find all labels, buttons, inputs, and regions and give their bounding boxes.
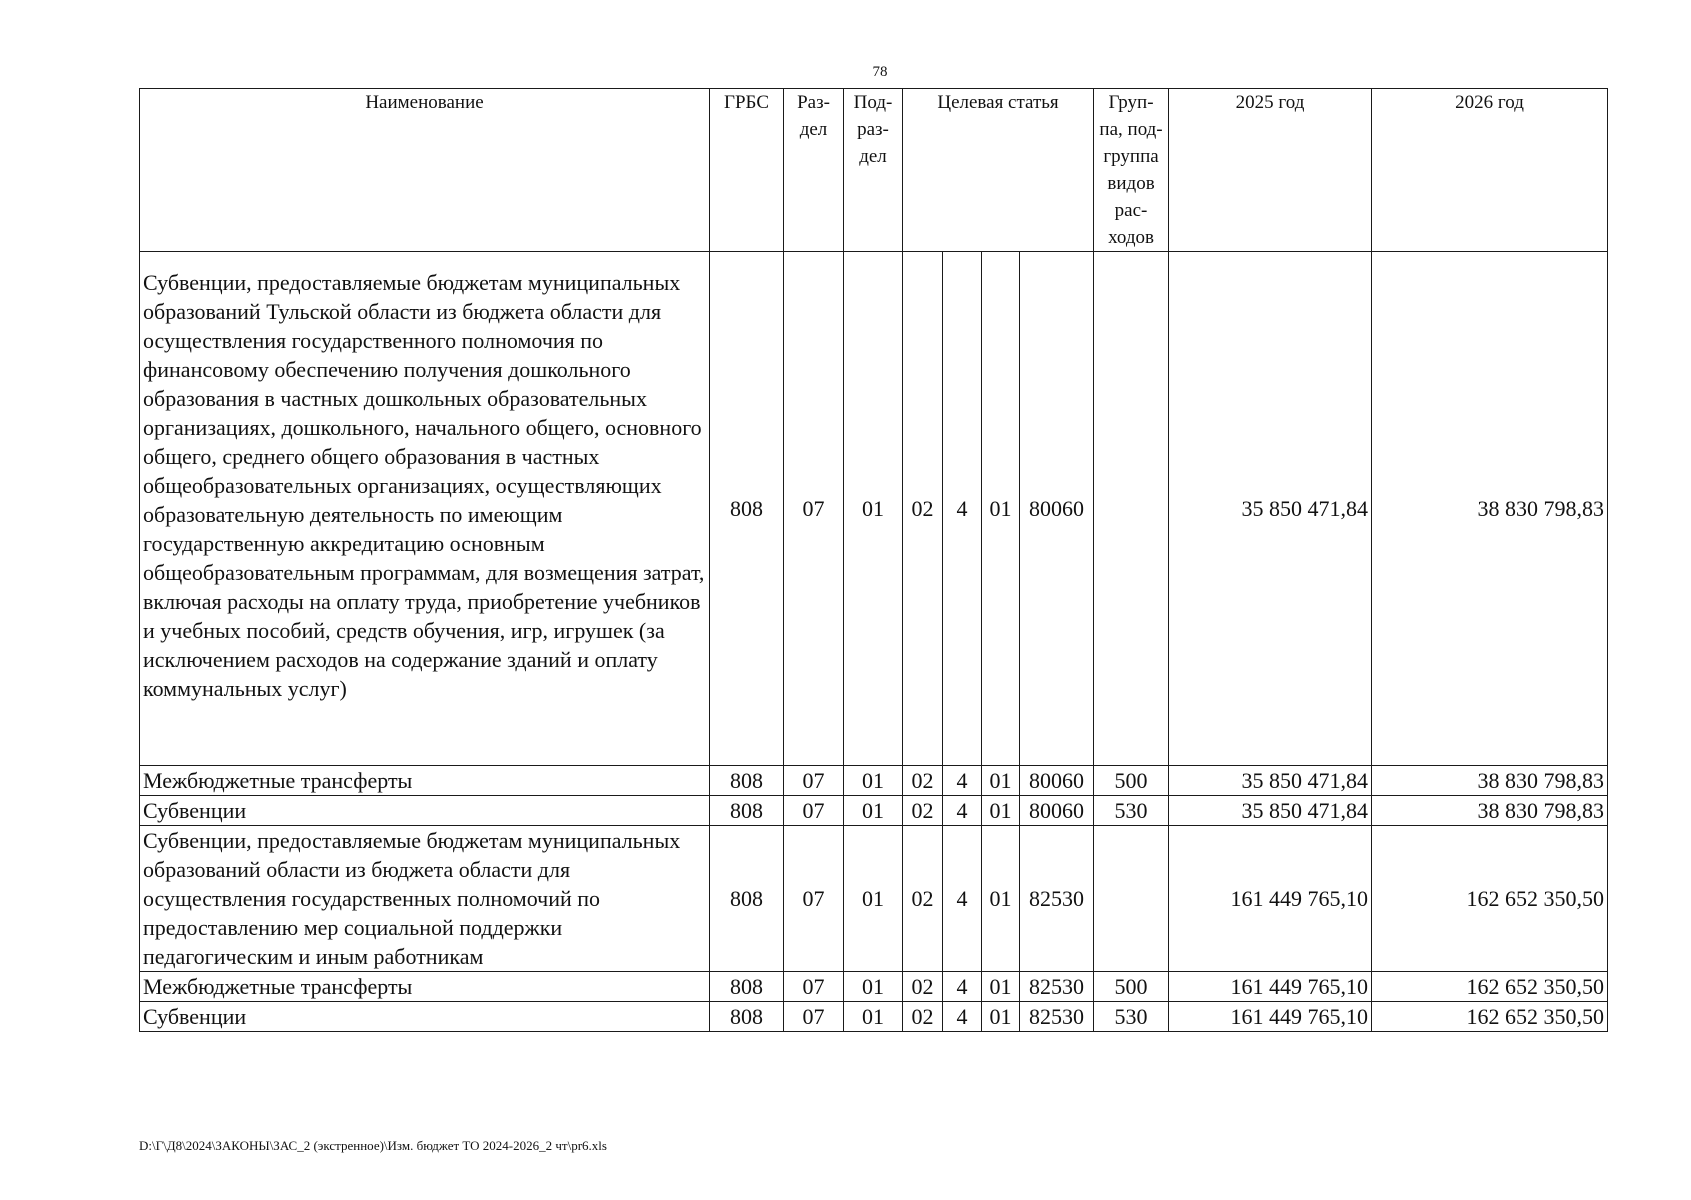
row-target-4: 82530 bbox=[1020, 826, 1094, 972]
row-grbs: 808 bbox=[710, 826, 784, 972]
row-target-2: 4 bbox=[943, 972, 982, 1002]
row-target-4: 80060 bbox=[1020, 796, 1094, 826]
row-grbs: 808 bbox=[710, 766, 784, 796]
row-2026: 162 652 350,50 bbox=[1372, 972, 1608, 1002]
row-podrazdel: 01 bbox=[844, 1002, 903, 1032]
row-razdel: 07 bbox=[784, 766, 844, 796]
row-grbs: 808 bbox=[710, 1002, 784, 1032]
row-group: 500 bbox=[1094, 972, 1169, 1002]
row-group: 500 bbox=[1094, 766, 1169, 796]
row-name: Межбюджетные трансферты bbox=[140, 766, 710, 796]
row-target-1: 02 bbox=[903, 766, 943, 796]
table-row bbox=[140, 796, 1608, 826]
row-2025: 161 449 765,10 bbox=[1169, 826, 1372, 972]
row-target-3: 01 bbox=[982, 972, 1020, 1002]
table-row bbox=[140, 252, 1608, 766]
row-razdel: 07 bbox=[784, 826, 844, 972]
table-row bbox=[140, 1002, 1608, 1032]
row-name: Субвенции, предоставляемые бюджетам муниципальных образований области из бюджета области для осуществления государственных полномочий по предоставлению мер социальной поддержки педагогическим и иным работникам bbox=[140, 826, 710, 972]
header-podrazdel: Под- раз- дел bbox=[844, 89, 903, 252]
row-target-2: 4 bbox=[943, 796, 982, 826]
row-name: Межбюджетные трансферты bbox=[140, 972, 710, 1002]
table-row bbox=[140, 766, 1608, 796]
row-target-1: 02 bbox=[903, 972, 943, 1002]
row-group: 530 bbox=[1094, 796, 1169, 826]
row-2025: 35 850 471,84 bbox=[1169, 766, 1372, 796]
header-2026: 2026 год bbox=[1372, 89, 1608, 252]
row-target-1: 02 bbox=[903, 1002, 943, 1032]
row-target-1: 02 bbox=[903, 252, 943, 766]
row-name: Субвенции bbox=[140, 796, 710, 826]
header-2025: 2025 год bbox=[1169, 89, 1372, 252]
row-group: 530 bbox=[1094, 1002, 1169, 1032]
row-grbs: 808 bbox=[710, 796, 784, 826]
row-2025: 161 449 765,10 bbox=[1169, 972, 1372, 1002]
row-2026: 162 652 350,50 bbox=[1372, 826, 1608, 972]
row-2025: 161 449 765,10 bbox=[1169, 1002, 1372, 1032]
row-razdel: 07 bbox=[784, 796, 844, 826]
row-target-3: 01 bbox=[982, 796, 1020, 826]
header-razdel: Раз- дел bbox=[784, 89, 844, 252]
table-row bbox=[140, 826, 1608, 972]
row-razdel: 07 bbox=[784, 252, 844, 766]
row-2026: 38 830 798,83 bbox=[1372, 252, 1608, 766]
row-target-2: 4 bbox=[943, 1002, 982, 1032]
row-podrazdel: 01 bbox=[844, 972, 903, 1002]
row-grbs: 808 bbox=[710, 252, 784, 766]
table-header-row bbox=[140, 89, 1608, 252]
row-target-2: 4 bbox=[943, 766, 982, 796]
row-group bbox=[1094, 252, 1169, 766]
row-target-2: 4 bbox=[943, 826, 982, 972]
header-grbs: ГРБС bbox=[710, 89, 784, 252]
table-row bbox=[140, 972, 1608, 1002]
row-grbs: 808 bbox=[710, 972, 784, 1002]
row-name: Субвенции bbox=[140, 1002, 710, 1032]
row-target-4: 82530 bbox=[1020, 1002, 1094, 1032]
header-expense-group: Груп- па, под- группа видов рас- ходов bbox=[1094, 89, 1169, 252]
row-target-3: 01 bbox=[982, 252, 1020, 766]
header-name: Наименование bbox=[140, 89, 710, 252]
row-podrazdel: 01 bbox=[844, 826, 903, 972]
row-2026: 38 830 798,83 bbox=[1372, 766, 1608, 796]
row-target-4: 80060 bbox=[1020, 252, 1094, 766]
row-target-3: 01 bbox=[982, 826, 1020, 972]
row-target-1: 02 bbox=[903, 796, 943, 826]
row-2025: 35 850 471,84 bbox=[1169, 796, 1372, 826]
row-target-4: 80060 bbox=[1020, 766, 1094, 796]
row-podrazdel: 01 bbox=[844, 796, 903, 826]
row-podrazdel: 01 bbox=[844, 252, 903, 766]
page-number: 78 bbox=[872, 64, 888, 80]
header-target-article: Целевая статья bbox=[903, 89, 1094, 252]
row-target-2: 4 bbox=[943, 252, 982, 766]
row-2026: 162 652 350,50 bbox=[1372, 1002, 1608, 1032]
row-target-3: 01 bbox=[982, 1002, 1020, 1032]
row-target-3: 01 bbox=[982, 766, 1020, 796]
row-target-1: 02 bbox=[903, 826, 943, 972]
budget-table bbox=[139, 88, 1608, 1032]
row-2025: 35 850 471,84 bbox=[1169, 252, 1372, 766]
row-2026: 38 830 798,83 bbox=[1372, 796, 1608, 826]
row-razdel: 07 bbox=[784, 1002, 844, 1032]
row-podrazdel: 01 bbox=[844, 766, 903, 796]
row-target-4: 82530 bbox=[1020, 972, 1094, 1002]
file-path-footer: D:\Г\Д8\2024\ЗАКОНЫ\ЗАС_2 (экстренное)\Изм. бюджет ТО 2024-2026_2 чт\pr6.xls bbox=[139, 1138, 607, 1153]
row-razdel: 07 bbox=[784, 972, 844, 1002]
row-group bbox=[1094, 826, 1169, 972]
row-name: Субвенции, предоставляемые бюджетам муниципальных образований Тульской области из бюджета области для осуществления государственного полномочия по финансовому обеспечению получения дошкольного образования в частных дошкольных образовательных организациях, дошкольного, начального общего, основного общего, среднего общего образования в частных общеобразовательных организациях, осуществляющих образовательную деятельность по имеющим государственную аккредитацию основным общеобразовательным программам, для возмещения затрат, включая расходы на оплату труда, приобретение учебников и учебных пособий, средств обучения, игр, игрушек (за исключением расходов на содержание зданий и оплату коммунальных услуг) bbox=[140, 252, 710, 766]
